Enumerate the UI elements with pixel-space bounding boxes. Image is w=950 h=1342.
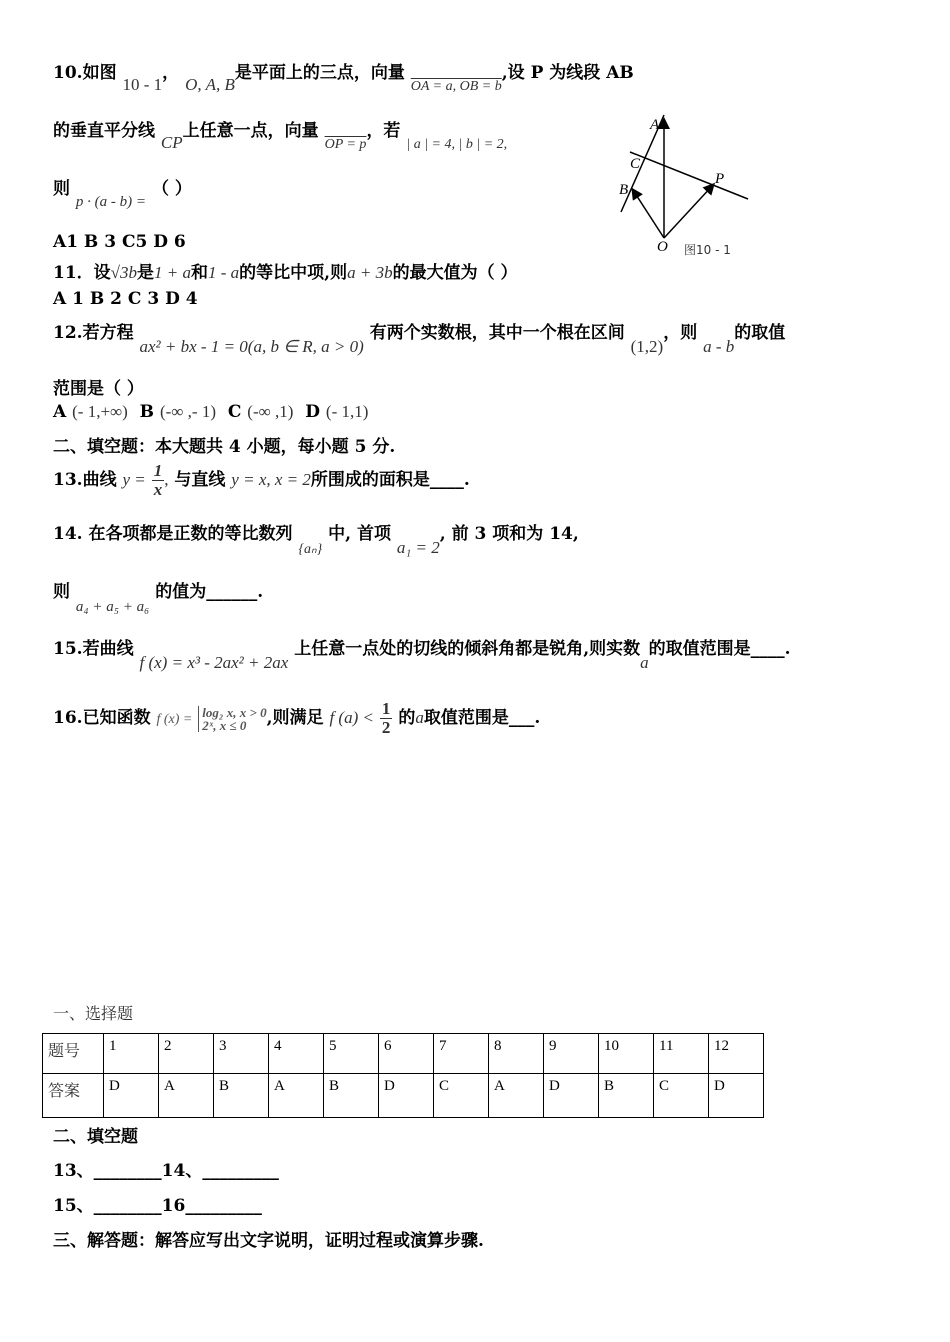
table-row-answers: 答案 D A B A B D C A D B C D [43, 1074, 764, 1118]
vector-op [664, 185, 713, 238]
row-label: 答案 [43, 1074, 104, 1118]
question-10-line-3: 则 p · (a - b) = （ ） [53, 179, 192, 210]
figure-10-1 [600, 110, 760, 260]
table-row-numbers: 题号 1 2 3 4 5 6 7 8 9 10 11 12 [43, 1034, 764, 1074]
fill-blank-13-14: 13、________14、_________ [53, 1161, 279, 1181]
points-label: O, A, B [185, 75, 235, 94]
fraction-1-over-x: $\frac{1}{x}$ [153, 461, 163, 499]
line-cp [630, 152, 748, 199]
question-12-line-1: 12.若方程 ax² + bx - 1 = 0(a, b ∈ R, a > 0) 有两个实数根，其中一个根在区间 (1,2)，则 a - b的取值 [53, 323, 786, 356]
question-14-line-1: 14. 在各项都是正数的等比数列 $_{\{a_n\}}$ 中, 首项 a₁ = 2, 前 3 项和为 14, [53, 524, 579, 557]
question-12-options: A (- 1,+∞) B (-∞ ,- 1) C (-∞ ,1) D (- 1,1) [53, 402, 369, 422]
figure-ref: 10 - 1 [122, 75, 163, 94]
fill-blank-15-16: 15、________16_________ [53, 1196, 262, 1216]
label-c: C [630, 156, 641, 172]
vector-def: OA = a, OB = b [410, 79, 502, 94]
label-a: A [650, 117, 660, 133]
question-16: 16.已知函数 f (x) = log₂ x, x > 0 2ˣ, x ≤ 0 ,则满足 f (a) < $\frac{1}{2}$ 的a取值范围是___. [53, 699, 541, 737]
question-10-options: A1 B 3 C5 D 6 [53, 232, 186, 252]
question-11-options: A 1 B 2 C 3 D 4 [53, 289, 198, 309]
question-12-line-2: 范围是（ ） [53, 379, 144, 399]
row-label: 题号 [43, 1034, 104, 1074]
question-13: 13.曲线 y = $\frac{1}{x}$ , 与直线 y = x, x = 2所围成的面积是____. [53, 461, 470, 499]
question-10-line-1: 10.如图 10 - 1， O, A, B是平面上的三点，向量 $_{OA = a, OB = b}$,设 P 为线段 AB [53, 63, 634, 94]
question-14-line-2: 则 a₄ + a₅ + a₆ 的值为______. [53, 582, 264, 615]
label-b: B [619, 182, 629, 198]
question-15: 15.若曲线 f (x) = x³ - 2ax² + 2ax 上任意一点处的切线的倾斜角都是锐角,则实数a的取值范围是____. [53, 639, 791, 672]
piecewise-function: log₂ x, x > 0 2ˣ, x ≤ 0 [198, 706, 266, 732]
fraction-1-over-2: $\frac{1}{2}$ [381, 699, 391, 737]
question-10-line-2: 的垂直平分线 CP上任意一点，向量 $_{OP = p}$，若 $_{| a | = 4, | b | = 2,}$ [53, 121, 508, 152]
section-1-heading: 一、选择题 [53, 1004, 134, 1023]
vector-ob [633, 190, 664, 238]
figure-caption: 图10 - 1 [684, 243, 731, 257]
answer-table [42, 1033, 764, 1118]
section-2-heading: 二、填空题：本大题共 4 小题，每小题 5 分. [53, 437, 396, 457]
label-o: O [657, 239, 668, 255]
label-p: P [715, 171, 725, 187]
fill-blank-heading: 二、填空题 [53, 1127, 138, 1147]
section-3-heading: 三、解答题：解答应写出文字说明，证明过程或演算步骤. [53, 1231, 484, 1251]
question-11: 11．设√3b是1 + a和1 - a的等比中项,则a + 3b的最大值为（ ） [53, 263, 518, 283]
